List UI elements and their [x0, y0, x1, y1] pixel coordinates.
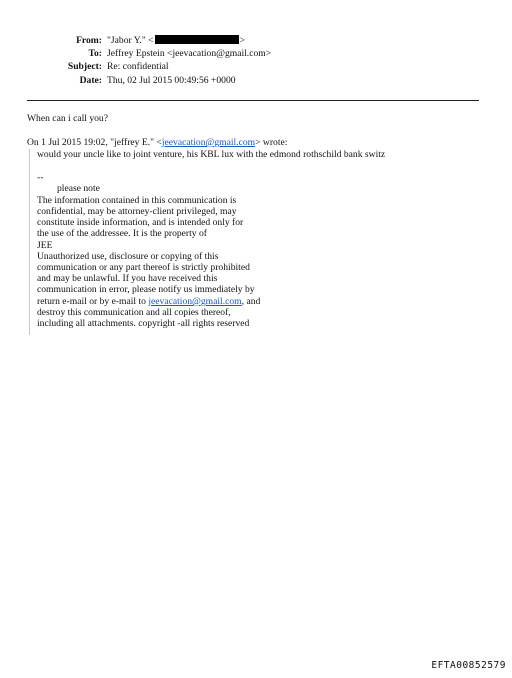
quote-bar: [29, 149, 30, 335]
disclaimer-line: and may be unlawful. If you have received this: [37, 273, 218, 284]
subject-label: Subject:: [67, 61, 102, 72]
return-prefix: return e-mail or by e-mail to: [37, 296, 149, 307]
quote-intro-email-link[interactable]: jeevacation@gmail.com: [161, 137, 256, 148]
return-email-link[interactable]: jeevacation@gmail.com: [148, 296, 242, 307]
disclaimer-line: constitute inside information, and is intended only for: [37, 217, 244, 228]
from-value: [107, 35, 245, 47]
from-label: From:: [76, 35, 102, 46]
quoted-line: would your uncle like to joint venture, his KBL lux with the edmond rothschild bank switz: [37, 149, 386, 160]
quote-intro: [27, 137, 287, 149]
to-value: Jeffrey Epstein <jeevacation@gmail.com>: [107, 48, 272, 59]
redaction-box: [155, 35, 239, 44]
disclaimer-line: destroy this communication and all copies thereof,: [37, 307, 231, 318]
disclaimer-line: communication in error, please notify us immediately by: [37, 284, 255, 295]
disclaimer-line: communication or any part thereof is strictly prohibited: [37, 262, 250, 273]
date-value: Thu, 02 Jul 2015 00:49:56 +0000: [107, 75, 236, 86]
subject-value: Re: confidential: [107, 61, 169, 72]
document-id: EFTA00852579: [431, 660, 506, 671]
from-close: >: [239, 35, 245, 46]
disclaimer-line: confidential, may be attorney-client privileged, may: [37, 206, 237, 217]
quote-intro-prefix: On 1 Jul 2015 19:02, "jeffrey E." <: [27, 137, 162, 148]
to-label: To:: [88, 48, 102, 59]
disclaimer-line: JEE: [37, 240, 53, 251]
disclaimer-line: The information contained in this communication is: [37, 195, 237, 206]
quote-intro-suffix: > wrote:: [255, 137, 288, 148]
return-suffix: , and: [241, 296, 261, 307]
header-divider: [27, 100, 479, 101]
date-label: Date:: [79, 75, 102, 86]
disclaimer-line: including all attachments. copyright -all rights reserved: [37, 318, 250, 329]
disclaimer-line: the use of the addressee. It is the property of: [37, 228, 207, 239]
please-note: please note: [57, 183, 100, 194]
signature-dash: --: [37, 172, 44, 183]
disclaimer-return-line: [37, 296, 260, 307]
from-name: "Jabor Y." <: [107, 35, 154, 46]
message-body: When can i call you?: [27, 113, 108, 124]
disclaimer-line: Unauthorized use, disclosure or copying of this: [37, 251, 219, 262]
